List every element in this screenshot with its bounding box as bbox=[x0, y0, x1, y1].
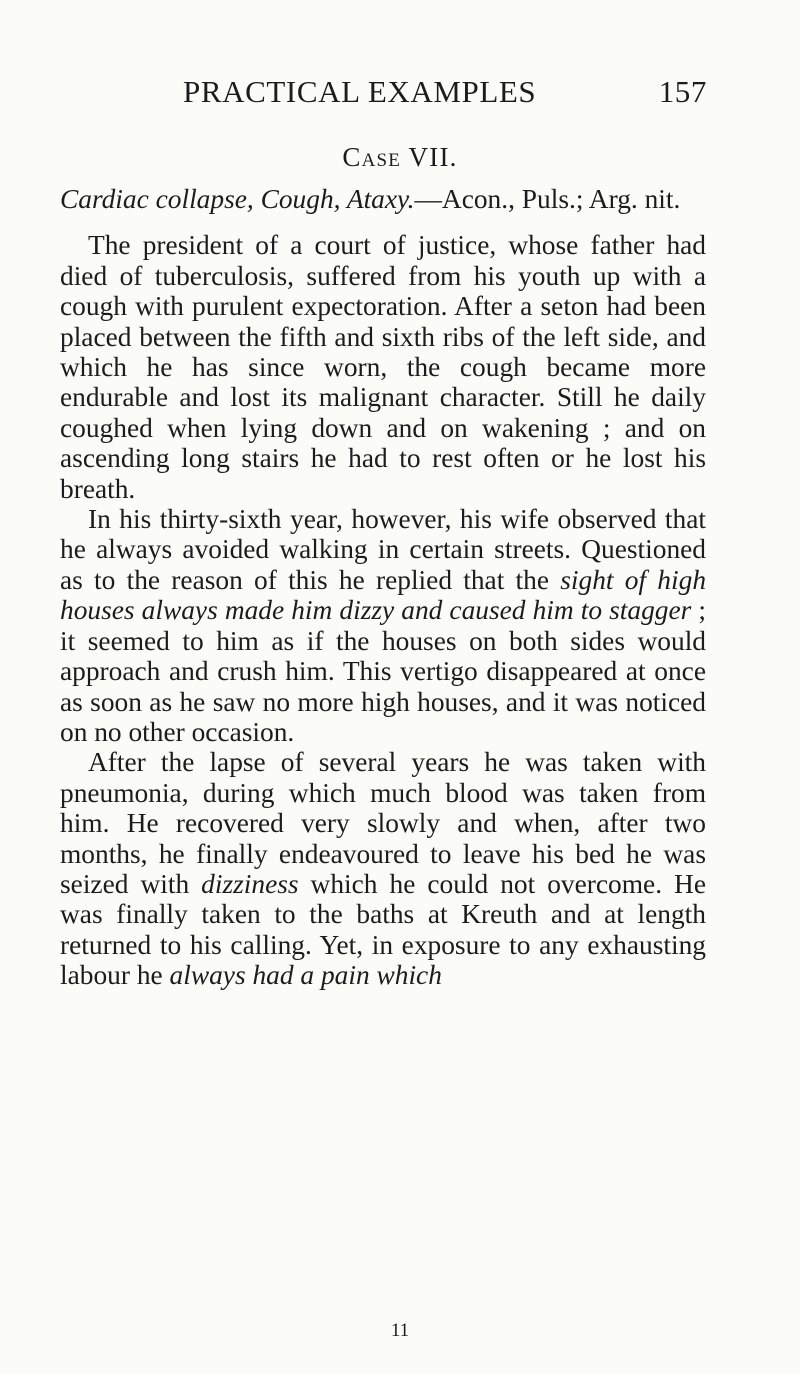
paragraph-3-emphasis-1: dizziness bbox=[201, 868, 299, 899]
case-summary-symptoms: Cardiac collapse, Cough, Ataxy. bbox=[60, 184, 415, 214]
case-summary-remedies: —Acon., Puls.; Arg. nit. bbox=[414, 184, 681, 214]
paragraph-2-start: In his thirty-sixth year, however, his wife observed that he always avoided walking in certain streets. Questioned as to the reason of this he replied that the bbox=[60, 504, 706, 595]
paragraph-2 bbox=[60, 504, 706, 747]
paragraph-3-emphasis-2: always had a pain which bbox=[169, 960, 442, 991]
paragraph-3-start: After the lapse of several years he was taken with pneumonia, during which much blood was taken from him. He recovered very slowly and when, after two months, he finally endeavoured to leave his bed he was seized with bbox=[60, 747, 706, 899]
paragraph-3-middle: which he could not overcome. He was finally taken to the baths at Kreuth and at length returned to his calling. Yet, in exposure to any exhausting labour he bbox=[60, 868, 706, 991]
paragraph-2-end: ; it seemed to him as if the houses on both sides would approach and crush him. This vertigo disappeared at once as soon as he saw no more high houses, and it was noticed on no other occasion. bbox=[60, 595, 706, 747]
running-title: PRACTICAL EXAMPLES bbox=[183, 74, 537, 109]
case-heading: Case VII. bbox=[342, 142, 458, 172]
running-head bbox=[183, 74, 707, 116]
paragraph-2-emphasis: sight of high houses always made him dizzy and caused him to stagger bbox=[60, 564, 707, 626]
case-summary bbox=[60, 184, 706, 214]
paragraph-3 bbox=[60, 747, 706, 990]
signature-mark: 11 bbox=[390, 1320, 410, 1341]
page-number: 157 bbox=[658, 74, 707, 109]
body-text bbox=[60, 184, 706, 991]
paragraph-1: The president of a court of justice, whose father had died of tuberculosis, suffered from his youth up with a cough with purulent expectoration. After a seton had been placed between the fifth and sixth ribs of the left side, and which he has since worn, the cough became more endurable and lost its malignant character. Still he daily coughed when lying down and on wakening ; and on ascending long stairs he had to rest often or he lost his breath. bbox=[60, 230, 706, 504]
